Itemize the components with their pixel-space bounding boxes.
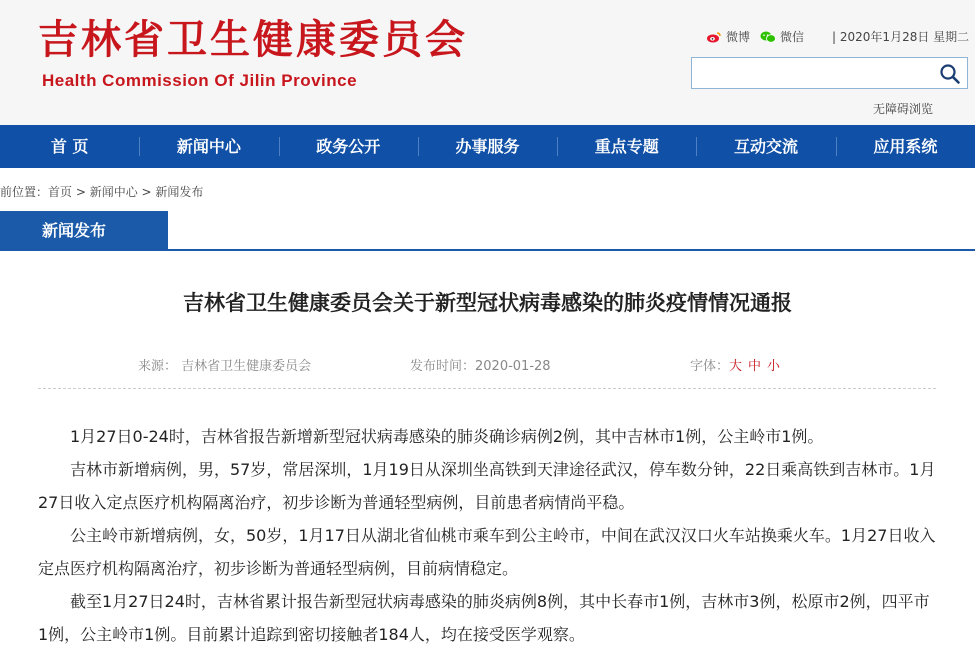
font-size-switcher — [690, 355, 786, 374]
weixin-link[interactable] — [760, 28, 804, 45]
date-value: 2020-01-28 — [475, 359, 551, 374]
font-size-small[interactable]: 小 — [767, 359, 781, 374]
breadcrumb-home[interactable]: 首页 — [48, 185, 73, 199]
site-logo-title[interactable]: 吉林省卫生健康委员会 — [38, 17, 468, 63]
nav-item-government-affairs[interactable]: 政务公开 — [279, 125, 418, 168]
weixin-label: 微信 — [780, 30, 805, 44]
main-nav — [0, 125, 975, 168]
font-size-large[interactable]: 大 — [729, 359, 743, 374]
nav-item-special-topics[interactable]: 重点专题 — [557, 125, 696, 168]
search-box — [691, 57, 968, 89]
date-label: 发布时间： — [410, 359, 476, 374]
nav-item-interaction[interactable]: 互动交流 — [696, 125, 835, 168]
article-paragraph: 1月27日0-24时，吉林省报告新增新型冠状病毒感染的肺炎确诊病例2例，其中吉林市1例，公主岭市1例。 — [70, 427, 824, 446]
breadcrumb — [0, 183, 203, 200]
section-title: 新闻发布 — [0, 211, 168, 249]
article-date — [410, 355, 551, 374]
wechat-icon — [760, 31, 776, 43]
breadcrumb-prefix: 前位置： — [0, 185, 49, 199]
source-label: 来源： — [138, 359, 178, 374]
barrier-free-link[interactable]: 无障碍浏览 — [873, 102, 934, 116]
header-date: | 2020年1月28日 星期二 — [832, 30, 970, 44]
search-input[interactable] — [698, 59, 942, 89]
article-paragraph: 公主岭市新增病例，女，50岁，1月17日从湖北省仙桃市乘车到公主岭市，中间在武汉汉口火车站换乘火车。1月27日收入定点医疗机构隔离治疗，初步诊断为普通轻型病例，目前病情稳定。 — [38, 526, 936, 578]
source-value: 吉林省卫生健康委员会 — [181, 359, 312, 374]
weibo-icon — [706, 31, 722, 43]
font-size-medium[interactable]: 中 — [748, 359, 762, 374]
nav-item-home[interactable]: 首 页 — [50, 137, 89, 156]
section-header — [0, 211, 975, 251]
article-paragraph: 吉林市新增病例，男，57岁，常居深圳，1月19日从深圳坐高铁到天津途径武汉，停车数分钟，22日乘高铁到吉林市。1月27日收入定点医疗机构隔离治疗，初步诊断为普通轻型病例，目前患者病情尚平稳。 — [38, 460, 936, 512]
breadcrumb-news-release[interactable]: 新闻发布 — [155, 185, 204, 199]
weibo-link[interactable] — [706, 28, 750, 45]
breadcrumb-news-center[interactable]: 新闻中心 — [89, 185, 138, 199]
site-logo-subtitle: Health Commission Of Jilin Province — [42, 71, 358, 90]
nav-item-applications[interactable]: 应用系统 — [836, 125, 975, 168]
nav-item-news-center[interactable]: 新闻中心 — [139, 125, 278, 168]
article-paragraph: 截至1月27日24时，吉林省累计报告新型冠状病毒感染的肺炎病例8例，其中长春市1例，吉林市3例，松原市2例，四平市1例，公主岭市1例。目前累计追踪到密切接触者184人，均在接受医学观察。 — [38, 592, 930, 644]
article-body — [38, 420, 938, 651]
article-title: 吉林省卫生健康委员会关于新型冠状病毒感染的肺炎疫情情况通报 — [183, 291, 792, 315]
divider — [38, 388, 936, 389]
breadcrumb-separator: > — [137, 185, 156, 199]
site-header — [0, 0, 975, 125]
breadcrumb-separator: > — [72, 185, 90, 199]
search-icon[interactable] — [939, 63, 961, 85]
font-size-label: 字体： — [690, 359, 730, 374]
top-links — [706, 28, 969, 45]
article-source — [138, 355, 311, 374]
nav-item-services[interactable]: 办事服务 — [418, 125, 557, 168]
weibo-label: 微博 — [726, 30, 751, 44]
